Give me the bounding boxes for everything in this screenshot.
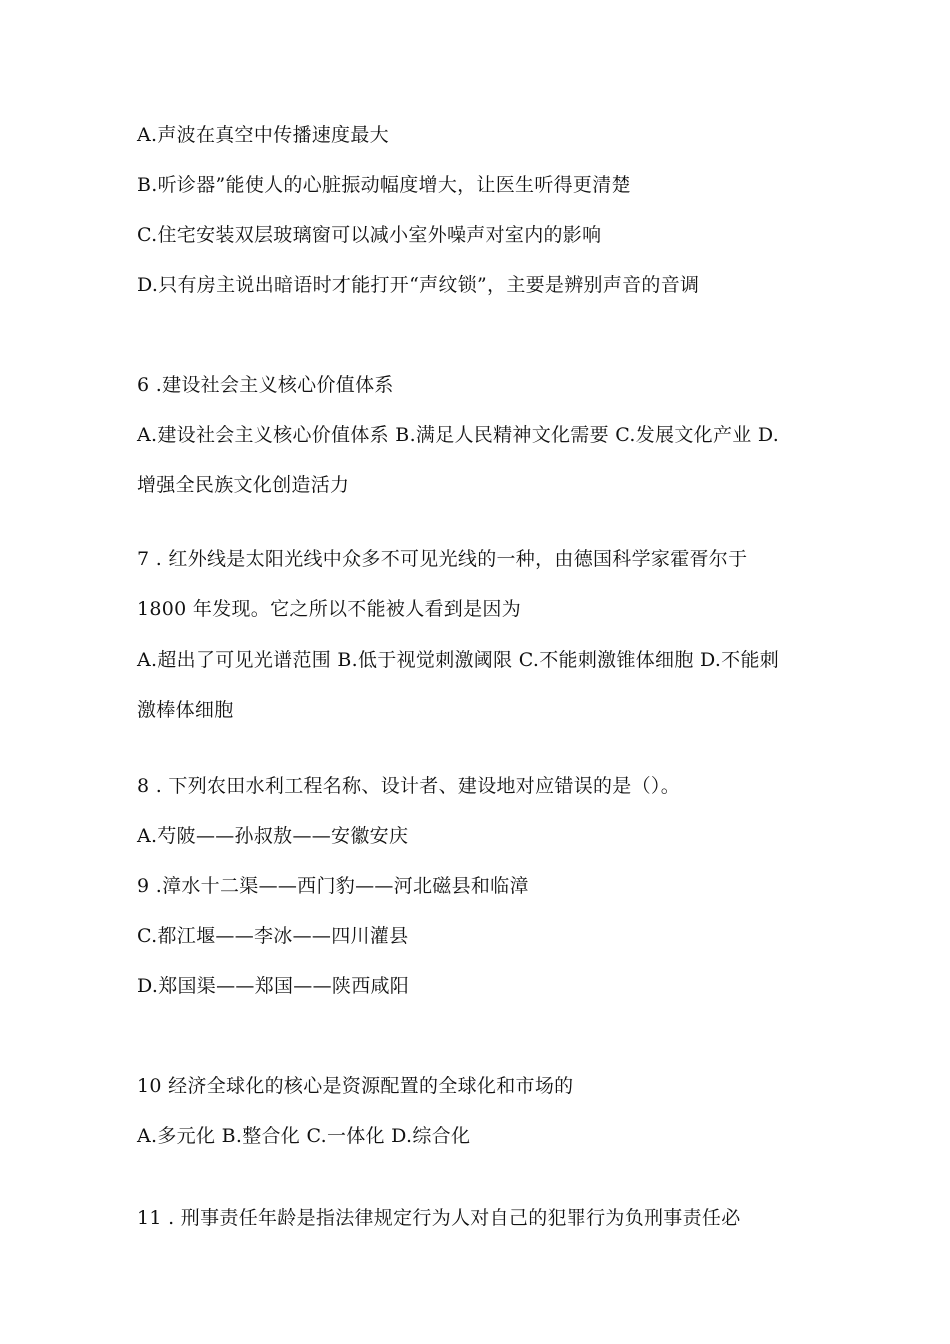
option-5c: C.住宅安装双层玻璃窗可以减小室外噪声对室内的影响 — [137, 224, 602, 246]
option-5b: B.听诊器”能使人的心脏振动幅度增大，让医生听得更清楚 — [137, 174, 631, 196]
options-6-line-2: 增强全民族文化创造活力 — [137, 474, 350, 496]
options-10: A.多元化 B.整合化 C.一体化 D.综合化 — [137, 1125, 471, 1147]
question-8: 8 . 下列农田水利工程名称、设计者、建设地对应错误的是（）。 — [137, 775, 681, 797]
option-5a: A.声波在真空中传播速度最大 — [137, 124, 389, 146]
options-7-line-1: A.超出了可见光谱范围 B.低于视觉刺激阈限 C.不能刺激锥体细胞 D.不能刺 — [137, 649, 780, 671]
question-10: 10 经济全球化的核心是资源配置的全球化和市场的 — [137, 1075, 574, 1097]
option-8a: A.芍陂——孙叔敖——安徽安庆 — [137, 825, 409, 847]
question-11: 11 . 刑事责任年龄是指法律规定行为人对自己的犯罪行为负刑事责任必 — [137, 1207, 741, 1229]
question-6: 6 .建设社会主义核心价值体系 — [137, 374, 394, 396]
question-7-line-1: 7 . 红外线是太阳光线中众多不可见光线的一种，由德国科学家霍胥尔于 — [137, 548, 748, 570]
options-6-line-1: A.建设社会主义核心价值体系 B.满足人民精神文化需要 C.发展文化产业 D. — [137, 424, 780, 446]
option-5d: D.只有房主说出暗语时才能打开“声纹锁”，主要是辨别声音的音调 — [137, 274, 700, 296]
option-8d: D.郑国渠——郑国——陕西咸阳 — [137, 975, 410, 997]
options-7-line-2: 激棒体细胞 — [137, 699, 234, 721]
question-7-line-2: 1800 年发现。它之所以不能被人看到是因为 — [137, 598, 521, 620]
option-8c: C.都江堰——李冰——四川灌县 — [137, 925, 409, 947]
option-8b: 9 .漳水十二渠——西门豹——河北磁县和临漳 — [137, 875, 529, 897]
